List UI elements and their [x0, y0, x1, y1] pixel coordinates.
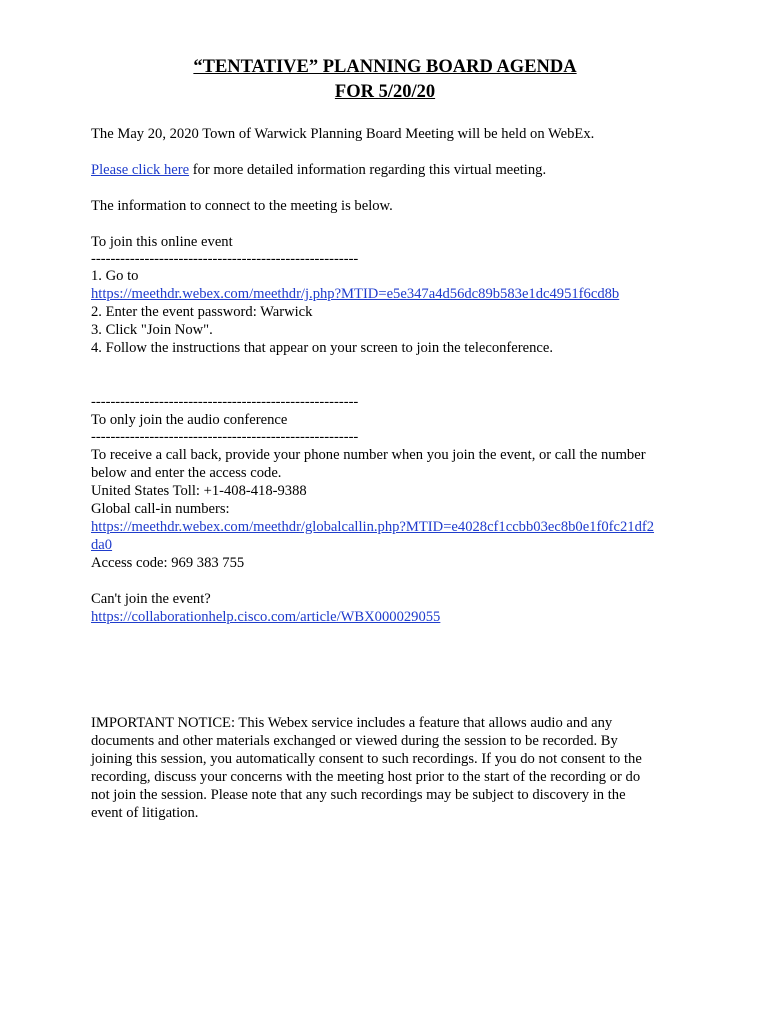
- meeting-join-link[interactable]: https://meethdr.webex.com/meethdr/j.php?MTID=e5e347a4d56dc89b583e1dc4951f6cd8b: [91, 286, 620, 302]
- notice-line-1: IMPORTANT NOTICE: This Webex service includes a feature that allows audio and any: [91, 715, 613, 731]
- step-3-text: 3. Click "Join Now".: [91, 322, 213, 338]
- global-callin-link[interactable]: https://meethdr.webex.com/meethdr/globalcallin.php?MTID=e4028cf1ccbb03ec8b0e1f0fc21df2: [91, 519, 655, 535]
- global-callin-url-row-1: [91, 518, 654, 536]
- notice-line-4: recording, discuss your concerns with the meeting host prior to the start of the recording or do: [91, 769, 641, 785]
- audio-heading: To only join the audio conference: [91, 412, 288, 428]
- separator-1: -------------------------------------------------------: [91, 251, 359, 267]
- join-heading: To join this online event: [91, 234, 233, 250]
- step-1-url-row: [91, 285, 619, 303]
- global-callin-label: Global call-in numbers:: [91, 501, 230, 517]
- access-code: Access code: 969 383 755: [91, 555, 245, 571]
- notice-line-5: not join the session. Please note that any such recordings may be subject to discovery in the: [91, 787, 626, 803]
- separator-3: -------------------------------------------------------: [91, 429, 359, 445]
- notice-line-2: documents and other materials exchanged or viewed during the session to be recorded. By: [91, 733, 618, 749]
- intro-text: The May 20, 2020 Town of Warwick Planning Board Meeting will be held on WebEx.: [91, 126, 595, 142]
- callback-line-2: below and enter the access code.: [91, 465, 282, 481]
- connect-info-text: The information to connect to the meeting is below.: [91, 198, 393, 214]
- step-2-text: 2. Enter the event password: Warwick: [91, 304, 313, 320]
- notice-line-3: joining this session, you automatically consent to such recordings. If you do not consent to the: [91, 751, 642, 767]
- details-paragraph: [91, 161, 546, 179]
- us-toll-number: United States Toll: +1-408-418-9388: [91, 483, 307, 499]
- callback-line-1: To receive a call back, provide your phone number when you join the event, or call the number: [91, 447, 646, 463]
- cant-join-text: Can't join the event?: [91, 591, 211, 607]
- document-title-line2: FOR 5/20/20: [334, 82, 436, 102]
- step-1-label: 1. Go to: [91, 268, 139, 284]
- global-callin-url-row-2: [91, 536, 112, 554]
- details-text: for more detailed information regarding this virtual meeting.: [189, 162, 547, 178]
- notice-line-6: event of litigation.: [91, 805, 199, 821]
- help-url-row: [91, 608, 440, 626]
- step-4-text: 4. Follow the instructions that appear on your screen to join the teleconference.: [91, 340, 553, 356]
- separator-2: -------------------------------------------------------: [91, 394, 359, 410]
- details-link[interactable]: Please click here: [91, 162, 190, 178]
- help-link[interactable]: https://collaborationhelp.cisco.com/article/WBX000029055: [91, 609, 441, 625]
- document-title-line1: “TENTATIVE” PLANNING BOARD AGENDA: [193, 57, 577, 77]
- global-callin-link-continued[interactable]: da0: [91, 537, 113, 553]
